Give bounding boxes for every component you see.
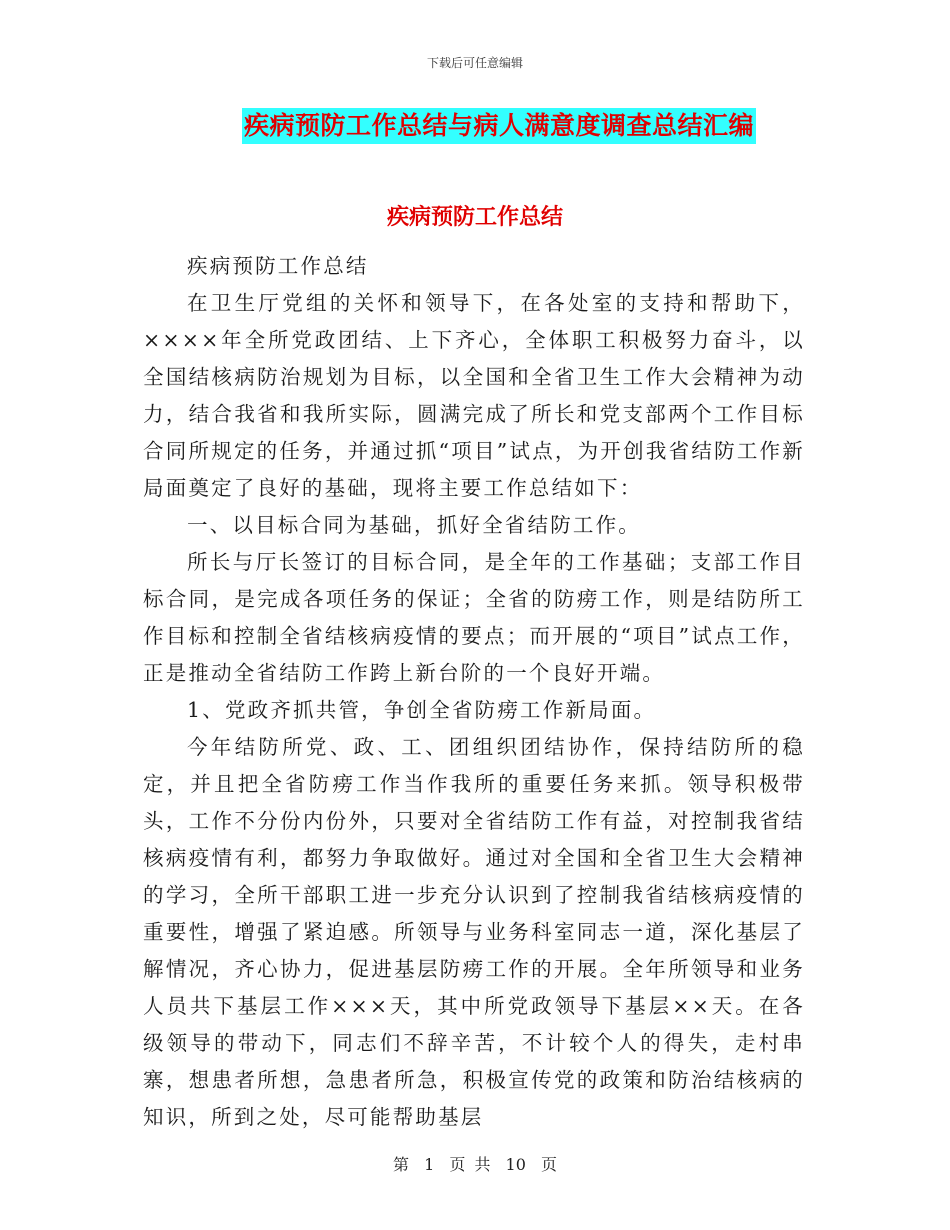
footer-middle: 页 共 (449, 1155, 491, 1174)
footer-prefix: 第 (392, 1155, 409, 1174)
paragraph: 1、党政齐抓共管，争创全省防痨工作新局面。 (187, 698, 657, 722)
paragraph: 今年结防所党、政、工、团组织团结协作，保持结防所的稳定，并且把全省防痨工作当作我所的重要任务来抓。领导积极带头，工作不分份内份外，只要对全省结防工作有益，对控制我省结核病疫情有利，都努力争取做好。通过对全国和全省卫生大会精神的学习，全所干部职工进一步充分认识到了控制我省结核病疫情的重要性，增强了紧迫感。所领导与业务科室同志一道，深化基层了解情况，齐心协力，促进基层防痨工作的开展。全年所领导和业务人员共下基层工作×××天，其中所党政领导下基层××天。在各级领导的带动下，同志们不辞辛苦，不计较个人的得失，走村串寨，想患者所想，急患者所急，积极宣传党的政策和防治结核病的知识，所到之处，尽可能帮助基层 (143, 735, 805, 1129)
footer-suffix: 页 (541, 1155, 558, 1174)
paragraph: 一、以目标合同为基础，抓好全省结防工作。 (187, 513, 641, 537)
header-note: 下载后可任意编辑 (426, 56, 523, 70)
page-number: 1 (424, 1155, 435, 1174)
main-title-wrap (0, 108, 950, 144)
document-body (143, 248, 805, 1136)
main-title: 疾病预防工作总结与病人满意度调查总结汇编 (242, 108, 756, 144)
paragraph: 所长与厅长签订的目标合同，是全年的工作基础；支部工作目标合同，是完成各项任务的保证；全省的防痨工作，则是结防所工作目标和控制全省结核病疫情的要点；而开展的“项目”试点工作，正是推动全省结防工作跨上新台阶的一个良好开端。 (143, 550, 805, 685)
paragraph: 疾病预防工作总结 (187, 254, 369, 278)
total-pages: 10 (505, 1155, 526, 1174)
page-footer (0, 1152, 950, 1175)
section-title: 疾病预防工作总结 (386, 204, 563, 230)
paragraph: 在卫生厅党组的关怀和领导下，在各处室的支持和帮助下，××××年全所党政团结、上下齐心，全体职工积极努力奋斗，以全国结核病防治规划为目标，以全国和全省卫生工作大会精神为动力，结合我省和我所实际，圆满完成了所长和党支部两个工作目标合同所规定的任务，并通过抓“项目”试点，为开创我省结防工作新局面奠定了良好的基础，现将主要工作总结如下： (143, 291, 805, 500)
